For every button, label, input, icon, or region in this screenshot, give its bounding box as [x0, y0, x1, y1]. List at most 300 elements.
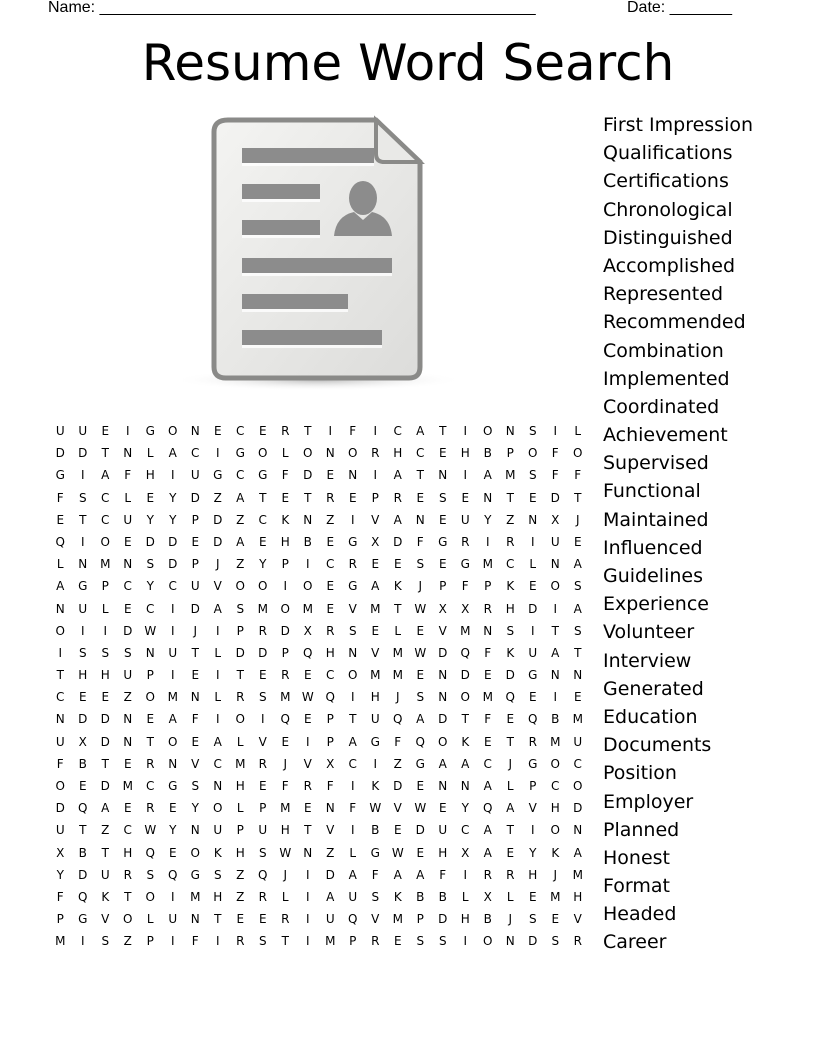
- grid-letter: Q: [168, 867, 178, 882]
- grid-letter: Z: [236, 867, 245, 882]
- grid-letter: F: [56, 756, 64, 771]
- grid-letter: R: [506, 534, 515, 549]
- grid-letter: L: [349, 845, 357, 860]
- grid-letter: B: [483, 912, 492, 927]
- grid-letter: C: [483, 756, 492, 771]
- grid-letter: S: [416, 934, 425, 949]
- grid-letter: R: [483, 867, 492, 882]
- grid-letter: F: [551, 446, 559, 461]
- grid-letter: I: [305, 889, 310, 904]
- grid-letter: U: [190, 579, 200, 594]
- grid-letter: U: [78, 424, 88, 438]
- grid-letter: I: [463, 468, 468, 483]
- grid-letter: I: [530, 823, 535, 838]
- grid-letter: N: [190, 424, 200, 438]
- grid-letter: D: [325, 867, 335, 882]
- grid-letter: B: [78, 845, 87, 860]
- grid-letter: E: [303, 801, 312, 816]
- word-list-item: Functional: [603, 480, 701, 503]
- grid-letter: C: [123, 579, 132, 594]
- grid-row: [49, 464, 591, 486]
- grid-letter: R: [483, 601, 492, 616]
- grid-letter: T: [304, 424, 312, 438]
- grid-letter: J: [575, 512, 580, 527]
- grid-letter: O: [213, 801, 223, 816]
- grid-letter: I: [553, 601, 558, 616]
- grid-letter: E: [123, 801, 132, 816]
- grid-letter: E: [258, 424, 267, 438]
- grid-letter: P: [371, 490, 379, 505]
- grid-letter: D: [168, 557, 178, 572]
- grid-letter: O: [483, 934, 493, 949]
- grid-letter: L: [101, 601, 109, 616]
- grid-letter: D: [303, 468, 313, 483]
- grid-letter: O: [235, 712, 245, 727]
- grid-letter: D: [168, 534, 178, 549]
- word-list-item: Influenced: [603, 536, 703, 559]
- grid-letter: A: [371, 579, 380, 594]
- grid-letter: C: [393, 424, 402, 438]
- grid-letter: O: [348, 668, 358, 683]
- grid-letter: U: [528, 645, 538, 660]
- grid-letter: W: [414, 601, 427, 616]
- grid-letter: E: [258, 534, 267, 549]
- word-list-item: First Impression: [603, 114, 754, 136]
- grid-letter: E: [393, 823, 402, 838]
- grid-letter: S: [258, 934, 267, 949]
- grid-letter: P: [191, 512, 199, 527]
- grid-letter: M: [550, 889, 561, 904]
- grid-letter: N: [528, 512, 538, 527]
- grid-letter: B: [416, 889, 425, 904]
- word-list-item: Honest: [603, 846, 670, 869]
- grid-letter: D: [55, 446, 65, 461]
- grid-letter: T: [461, 712, 469, 727]
- grid-letter: B: [551, 712, 560, 727]
- grid-letter: U: [78, 601, 88, 616]
- grid-letter: U: [123, 668, 133, 683]
- grid-letter: P: [146, 668, 154, 683]
- grid-letter: A: [393, 512, 402, 527]
- grid-letter: S: [573, 623, 582, 638]
- grid-letter: I: [463, 867, 468, 882]
- grid-letter: C: [168, 579, 177, 594]
- grid-letter: D: [55, 801, 65, 816]
- grid-letter: R: [258, 756, 267, 771]
- grid-letter: T: [214, 912, 222, 927]
- grid-letter: R: [461, 534, 470, 549]
- grid-letter: I: [553, 690, 558, 705]
- grid-letter: K: [281, 512, 290, 527]
- grid-letter: C: [56, 690, 65, 705]
- grid-letter: T: [124, 889, 132, 904]
- grid-letter: O: [573, 446, 583, 461]
- grid-letter: E: [123, 601, 132, 616]
- grid-letter: I: [463, 934, 468, 949]
- grid-letter: D: [190, 490, 200, 505]
- grid-letter: E: [551, 912, 560, 927]
- grid-letter: H: [280, 823, 290, 838]
- grid-letter: Y: [461, 801, 469, 816]
- grid-letter: P: [146, 934, 154, 949]
- grid-letter: E: [416, 490, 425, 505]
- word-list-item: Guidelines: [603, 565, 703, 587]
- grid-row: [49, 708, 591, 730]
- grid-letter: G: [190, 867, 200, 882]
- grid-letter: G: [235, 446, 245, 461]
- grid-letter: V: [528, 801, 537, 816]
- grid-letter: E: [528, 579, 537, 594]
- grid-letter: A: [348, 867, 357, 882]
- grid-letter: R: [236, 934, 245, 949]
- grid-letter: E: [168, 845, 177, 860]
- grid-letter: W: [301, 690, 314, 705]
- grid-letter: H: [78, 668, 88, 683]
- grid-row: [49, 553, 591, 575]
- grid-letter: R: [528, 734, 537, 749]
- word-list-item: Volunteer: [603, 621, 695, 644]
- grid-letter: S: [236, 601, 245, 616]
- grid-letter: T: [349, 712, 357, 727]
- grid-letter: M: [280, 801, 291, 816]
- grid-letter: E: [258, 912, 267, 927]
- grid-letter: T: [101, 756, 109, 771]
- grid-letter: I: [373, 468, 378, 483]
- grid-letter: H: [235, 779, 245, 793]
- grid-letter: I: [530, 623, 535, 638]
- grid-row: [49, 842, 591, 864]
- grid-letter: O: [123, 912, 133, 927]
- grid-letter: M: [235, 756, 246, 771]
- grid-letter: E: [168, 801, 177, 816]
- grid-letter: H: [438, 845, 448, 860]
- grid-letter: E: [438, 801, 447, 816]
- grid-letter: V: [258, 734, 267, 749]
- grid-letter: Q: [415, 734, 425, 749]
- grid-letter: T: [506, 823, 514, 838]
- grid-letter: G: [460, 557, 470, 572]
- grid-letter: D: [78, 446, 88, 461]
- letter-grid: [49, 420, 591, 953]
- grid-row: [49, 575, 591, 597]
- grid-letter: A: [416, 424, 425, 438]
- grid-letter: P: [349, 934, 357, 949]
- grid-letter: C: [213, 756, 222, 771]
- grid-letter: I: [80, 468, 85, 483]
- grid-letter: O: [55, 779, 65, 793]
- grid-letter: G: [348, 579, 358, 594]
- grid-letter: R: [371, 446, 380, 461]
- grid-letter: H: [370, 690, 380, 705]
- name-field-label[interactable]: Name: _________________________________________________: [48, 0, 536, 16]
- date-field-label[interactable]: Date: _______: [627, 0, 732, 16]
- grid-letter: S: [101, 934, 110, 949]
- grid-letter: N: [550, 557, 560, 572]
- grid-letter: J: [395, 690, 400, 705]
- grid-letter: A: [573, 845, 582, 860]
- grid-letter: E: [123, 534, 132, 549]
- grid-letter: O: [528, 446, 538, 461]
- grid-letter: R: [281, 668, 290, 683]
- grid-row: [49, 531, 591, 553]
- grid-letter: Z: [326, 512, 335, 527]
- grid-letter: A: [483, 468, 492, 483]
- grid-letter: I: [215, 446, 220, 461]
- grid-letter: S: [438, 934, 447, 949]
- grid-letter: D: [438, 712, 448, 727]
- header: [0, 0, 816, 20]
- grid-letter: T: [506, 490, 514, 505]
- grid-letter: O: [145, 889, 155, 904]
- grid-letter: C: [236, 424, 245, 438]
- grid-letter: G: [370, 734, 380, 749]
- grid-letter: M: [482, 557, 493, 572]
- grid-letter: I: [305, 934, 310, 949]
- grid-letter: H: [460, 912, 470, 927]
- grid-letter: C: [146, 779, 155, 793]
- grid-letter: F: [461, 579, 469, 594]
- grid-row: [49, 487, 591, 509]
- grid-letter: L: [574, 424, 582, 438]
- word-list-item: Distinguished: [603, 226, 733, 249]
- word-list-item: Recommended: [603, 311, 746, 334]
- grid-letter: I: [350, 779, 355, 793]
- grid-letter: C: [123, 823, 132, 838]
- grid-letter: E: [78, 690, 87, 705]
- word-list: [603, 111, 813, 957]
- grid-letter: Y: [56, 867, 64, 882]
- grid-letter: D: [78, 867, 88, 882]
- grid-letter: I: [215, 668, 220, 683]
- grid-letter: S: [438, 490, 447, 505]
- grid-letter: D: [258, 645, 268, 660]
- grid-letter: B: [303, 534, 312, 549]
- grid-letter: E: [258, 779, 267, 793]
- grid-letter: H: [460, 446, 470, 461]
- grid-letter: E: [348, 490, 357, 505]
- grid-letter: N: [168, 756, 178, 771]
- grid-letter: D: [213, 512, 223, 527]
- grid-letter: A: [168, 446, 177, 461]
- grid-letter: S: [258, 690, 267, 705]
- grid-letter: M: [392, 645, 403, 660]
- grid-letter: Z: [236, 512, 245, 527]
- grid-letter: O: [100, 534, 110, 549]
- grid-letter: L: [56, 557, 64, 572]
- grid-letter: D: [100, 779, 110, 793]
- grid-letter: Q: [483, 801, 493, 816]
- grid-letter: G: [55, 468, 65, 483]
- grid-letter: E: [416, 668, 425, 683]
- grid-letter: R: [303, 779, 312, 793]
- grid-letter: N: [415, 512, 425, 527]
- word-list-item: Maintained: [603, 508, 709, 531]
- grid-letter: N: [55, 601, 65, 616]
- grid-letter: J: [283, 756, 288, 771]
- grid-letter: E: [371, 557, 380, 572]
- grid-letter: T: [191, 645, 199, 660]
- grid-letter: E: [371, 623, 380, 638]
- grid-letter: M: [392, 668, 403, 683]
- grid-letter: M: [572, 867, 583, 882]
- grid-letter: D: [505, 668, 515, 683]
- grid-row: [49, 930, 591, 952]
- grid-letter: R: [146, 801, 155, 816]
- grid-letter: E: [483, 668, 492, 683]
- grid-letter: I: [103, 623, 108, 638]
- grid-letter: N: [505, 934, 515, 949]
- grid-letter: E: [393, 557, 402, 572]
- grid-letter: F: [191, 712, 199, 727]
- grid-letter: L: [214, 690, 222, 705]
- grid-row: [49, 420, 591, 442]
- grid-letter: N: [460, 779, 470, 793]
- grid-letter: E: [146, 712, 155, 727]
- grid-letter: S: [258, 845, 267, 860]
- grid-letter: E: [438, 512, 447, 527]
- grid-letter: Z: [123, 690, 132, 705]
- grid-letter: T: [574, 490, 582, 505]
- grid-letter: H: [280, 534, 290, 549]
- grid-letter: A: [506, 801, 515, 816]
- grid-letter: N: [123, 712, 133, 727]
- grid-letter: E: [191, 668, 200, 683]
- grid-letter: O: [145, 690, 155, 705]
- grid-letter: O: [460, 690, 470, 705]
- grid-letter: H: [550, 801, 560, 816]
- grid-letter: D: [550, 490, 560, 505]
- grid-letter: Q: [325, 690, 335, 705]
- grid-letter: O: [303, 579, 313, 594]
- grid-letter: Q: [55, 534, 65, 549]
- grid-letter: G: [528, 668, 538, 683]
- grid-letter: M: [190, 889, 201, 904]
- word-list-item: Certifications: [603, 170, 729, 193]
- grid-letter: P: [416, 912, 424, 927]
- grid-letter: U: [438, 823, 448, 838]
- grid-letter: O: [348, 446, 358, 461]
- grid-letter: E: [393, 934, 402, 949]
- grid-letter: E: [258, 668, 267, 683]
- grid-letter: E: [438, 557, 447, 572]
- grid-letter: I: [170, 601, 175, 616]
- grid-letter: J: [418, 579, 423, 594]
- grid-letter: T: [101, 845, 109, 860]
- grid-letter: R: [326, 623, 335, 638]
- grid-letter: N: [505, 424, 515, 438]
- grid-letter: M: [392, 912, 403, 927]
- grid-letter: P: [326, 734, 334, 749]
- grid-letter: U: [258, 823, 268, 838]
- grid-row: [49, 753, 591, 775]
- grid-letter: V: [393, 801, 402, 816]
- grid-letter: M: [55, 934, 66, 949]
- grid-letter: E: [416, 845, 425, 860]
- grid-letter: L: [281, 446, 289, 461]
- grid-letter: H: [325, 645, 335, 660]
- grid-letter: H: [123, 845, 133, 860]
- grid-letter: N: [348, 645, 358, 660]
- grid-letter: E: [101, 690, 110, 705]
- grid-letter: Y: [191, 801, 199, 816]
- grid-letter: E: [213, 424, 222, 438]
- grid-letter: W: [279, 845, 292, 860]
- grid-row: [49, 797, 591, 819]
- word-list-item: Position: [603, 762, 677, 785]
- grid-letter: S: [348, 623, 357, 638]
- grid-letter: V: [348, 601, 357, 616]
- grid-letter: L: [214, 645, 222, 660]
- grid-letter: T: [146, 734, 154, 749]
- grid-letter: S: [78, 645, 87, 660]
- grid-letter: N: [325, 446, 335, 461]
- grid-letter: R: [348, 557, 357, 572]
- grid-letter: E: [528, 690, 537, 705]
- grid-letter: N: [123, 557, 133, 572]
- grid-letter: S: [101, 645, 110, 660]
- word-list-item: Experience: [603, 593, 709, 616]
- grid-letter: L: [146, 912, 154, 927]
- grid-letter: N: [55, 712, 65, 727]
- grid-letter: S: [506, 623, 515, 638]
- grid-letter: Z: [213, 490, 222, 505]
- grid-letter: E: [326, 579, 335, 594]
- word-list-item: Employer: [603, 790, 694, 813]
- grid-letter: T: [304, 490, 312, 505]
- grid-letter: Q: [505, 690, 515, 705]
- grid-letter: S: [416, 557, 425, 572]
- grid-letter: G: [213, 468, 223, 483]
- grid-letter: W: [414, 801, 427, 816]
- grid-letter: A: [56, 579, 65, 594]
- grid-letter: M: [100, 557, 111, 572]
- grid-letter: D: [190, 601, 200, 616]
- word-list-item: Coordinated: [603, 395, 720, 418]
- grid-letter: K: [506, 645, 515, 660]
- grid-letter: P: [56, 912, 64, 927]
- grid-letter: N: [303, 845, 313, 860]
- grid-letter: N: [438, 779, 448, 793]
- grid-letter: T: [416, 468, 424, 483]
- grid-letter: O: [258, 446, 268, 461]
- grid-letter: A: [461, 756, 470, 771]
- grid-letter: I: [373, 756, 378, 771]
- grid-letter: V: [371, 512, 380, 527]
- grid-letter: E: [281, 490, 290, 505]
- grid-letter: V: [438, 623, 447, 638]
- grid-letter: N: [190, 823, 200, 838]
- grid-letter: D: [393, 534, 403, 549]
- grid-row: [49, 731, 591, 753]
- grid-letter: X: [78, 734, 87, 749]
- grid-letter: J: [508, 912, 513, 927]
- grid-letter: C: [416, 446, 425, 461]
- grid-letter: N: [190, 690, 200, 705]
- grid-letter: T: [304, 823, 312, 838]
- grid-letter: R: [573, 934, 582, 949]
- grid-letter: I: [125, 424, 130, 438]
- page-title: Resume Word Search: [141, 34, 675, 92]
- grid-letter: P: [439, 579, 447, 594]
- grid-letter: U: [460, 512, 470, 527]
- grid-letter: H: [145, 468, 155, 483]
- grid-letter: Q: [258, 867, 268, 882]
- grid-letter: G: [168, 779, 178, 793]
- grid-letter: C: [101, 490, 110, 505]
- grid-letter: I: [215, 712, 220, 727]
- grid-letter: R: [123, 867, 132, 882]
- grid-letter: P: [236, 623, 244, 638]
